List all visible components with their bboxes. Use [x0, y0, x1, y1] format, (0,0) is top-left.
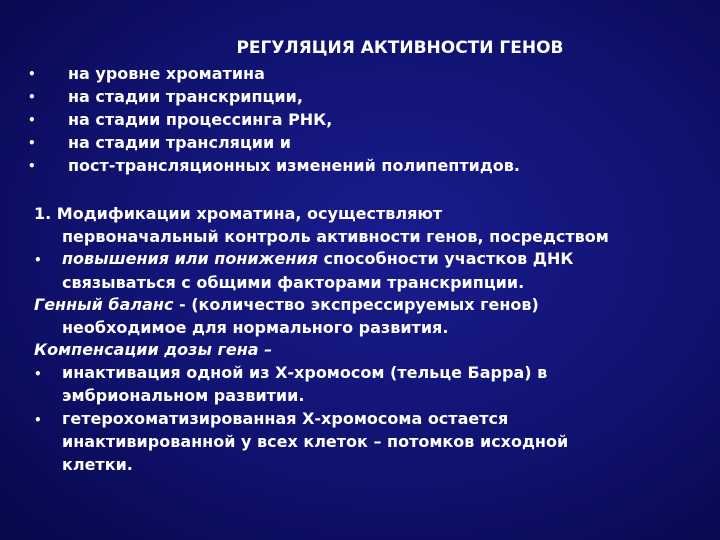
- list-item: [28, 62, 520, 85]
- paragraph-line: 1. Модификации хроматина, осуществляют: [34, 204, 443, 223]
- regulation-levels-list: [28, 62, 520, 177]
- list-item-text: пост-трансляционных изменений полипептидов.: [68, 156, 520, 175]
- slide-body: [34, 203, 704, 476]
- term-dosage-compensation: Компенсации дозы гена –: [34, 340, 273, 359]
- paragraph-text: способности участков ДНК: [317, 249, 574, 268]
- bullet-icon: •: [28, 89, 36, 104]
- paragraph-text: инактивация одной из Х-хромосом (тельце Барра) в: [62, 362, 548, 382]
- paragraph-text: гетерохоматизированная Х-хромосома остается: [62, 408, 509, 428]
- bullet-icon: •: [28, 158, 36, 173]
- paragraph-text: - (количество экспрессируемых генов): [173, 295, 539, 314]
- paragraph-line: первоначальный контроль активности генов, посредством: [62, 226, 609, 246]
- bullet-line: [34, 408, 704, 432]
- list-item: [28, 85, 520, 108]
- list-item-text: на стадии процессинга РНК,: [68, 110, 333, 129]
- slide-title: РЕГУЛЯЦИЯ АКТИВНОСТИ ГЕНОВ: [236, 38, 564, 58]
- bullet-icon: •: [34, 412, 42, 427]
- bullet-line: [34, 362, 704, 386]
- list-item: [28, 154, 520, 177]
- bullet-icon: •: [28, 112, 36, 127]
- bullet-icon: •: [28, 66, 36, 81]
- bullet-line: [34, 248, 704, 272]
- gene-balance-line: [34, 294, 704, 317]
- list-item-text: на стадии транскрипции,: [68, 87, 303, 106]
- list-item-text: на уровне хроматина: [68, 64, 265, 83]
- paragraph-line: эмбриональном развитии.: [62, 386, 305, 405]
- bullet-icon: •: [34, 253, 42, 267]
- paragraph-line: связываться с общими факторами транскрипции.: [62, 272, 525, 292]
- term-gene-balance: Генный баланс: [34, 295, 174, 314]
- bullet-icon: •: [28, 135, 36, 150]
- list-item: [28, 131, 520, 154]
- paragraph-line: инактивированной у всех клеток – потомков исходной: [62, 432, 569, 451]
- bullet-icon: •: [34, 366, 42, 381]
- emphasis-text: повышения или понижения: [62, 249, 318, 268]
- paragraph-line: клетки.: [62, 454, 133, 474]
- paragraph-line: необходимое для нормального развития.: [62, 317, 449, 337]
- list-item: [28, 108, 520, 131]
- list-item-text: на стадии трансляции и: [68, 133, 292, 152]
